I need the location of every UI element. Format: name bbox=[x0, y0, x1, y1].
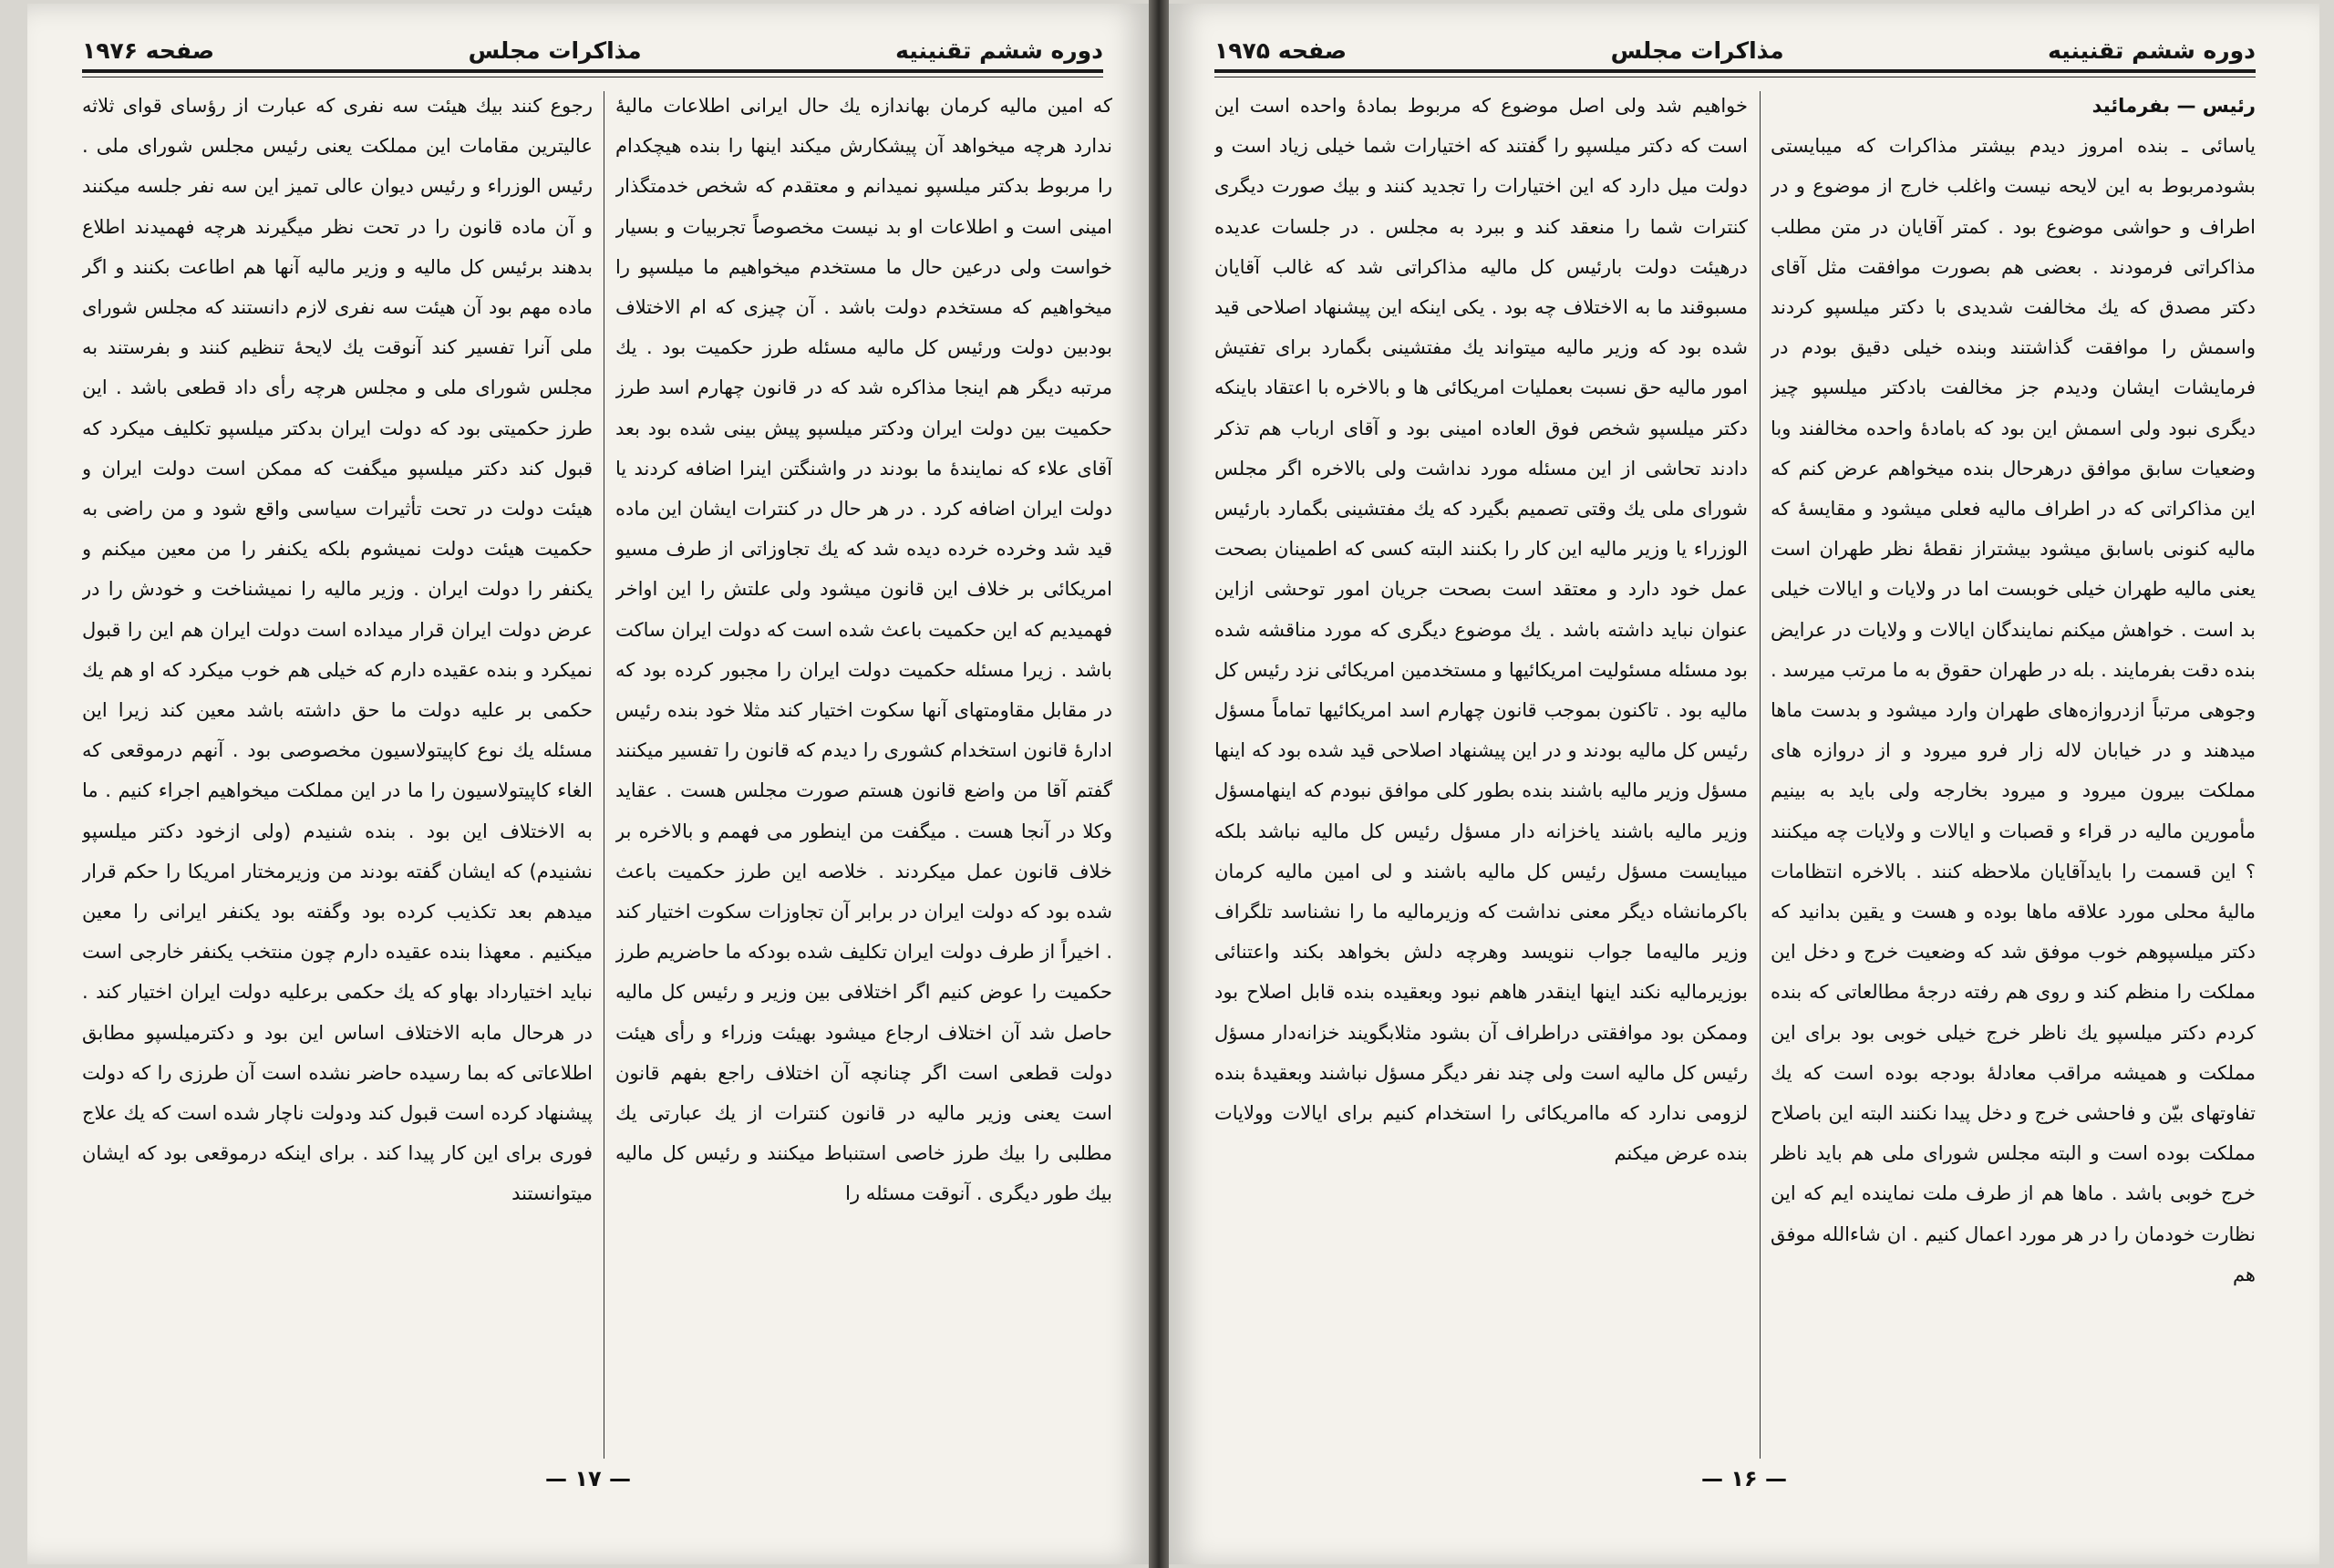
folio-number: — ۱۶ — bbox=[1700, 1466, 1787, 1491]
left-page-header bbox=[82, 27, 1103, 64]
running-title: مذاکرات مجلس bbox=[468, 37, 642, 64]
page-number-header: صفحه ۱۹۷۵ bbox=[1214, 37, 1348, 64]
page-number-header: صفحه ۱۹۷۶ bbox=[82, 37, 215, 64]
right-page-header bbox=[1214, 27, 2256, 64]
text-column-right bbox=[1771, 86, 2256, 1453]
right-page bbox=[1169, 4, 2319, 1564]
column-body: خواهیم شد ولی اصل موضوع که مربوط بمادهٔ واحده است این است که دکتر میلسپو را گفتند که اختیارات شما خیلی زیاد است و دولت میل دارد که این اختیارات را تجدید کنند و بیك صورت دیگری کنترات شما را منعقد کند و ببرد به مجلس . در جلسات عدیده درهیئت دولت بارئیس کل مالیه مذاکراتی شد که غالب آقایان مسبوقند ما به الاختلاف چه بود . یکی اینکه این پیشنهاد اصلاحی قید شده بود که وزیر مالیه میتواند یك مفتشینی بگمارد برای تفتیش امور مالیه حق نسبت بعملیات امریکائی ها و بالاخره با اعتقاد باینکه دکتر میلسپو شخص فوق العاده امینی بود و آقای ارباب هم تذکر دادند تحاشی از این مسئله مورد نداشت ولی بالاخره اگر مجلس شورای ملی یك وقتی تصمیم بگیرد که یك مفتشینی بگمارد بارئیس الوزراء یا وزیر مالیه این کار را بکنند البته کسی که اطمینان بصحت عمل خود دارد و معتقد است بصحت جریان امور توحشی ازاین عنوان نباید داشته باشد . یك موضوع دیگری که مورد مناقشه شده بود مسئله مسئولیت امریکائیها و مستخدمین امریکائی نزد رئیس کل مالیه بود . تاکنون بموجب قانون چهارم اسد امریکائیها تماماً مسؤل رئیس کل مالیه بودند و در این پیشنهاد اصلاحی قید شده بود که اینها مسؤل وزیر مالیه باشند بنده بطور کلی موافق نبودم که اینهامسؤل وزیر مالیه باشند یاخزانه دار مسؤل رئیس کل مالیه نباشد بلکه میبایست مسؤل رئیس کل مالیه باشند و لی امین مالیه کرمان باکرمانشاه دیگر معنی نداشت که وزیرمالیه ما را نشناسد تلگراف وزیر مالیه‌ما جواب ننویسد وهرچه دلش بخواهد بکند واعتنائی بوزیرمالیه نکند اینها اینقدر هاهم نبود وبعقیده بنده قابل اصلاح بود وممکن بود موافقتی دراطراف آن بشود مثلابگویند خزانه‌دار مسؤل رئیس کل مالیه است ولی چند نفر دیگر مسؤل نباشند وبعقیدهٔ بنده لزومی ندارد که ماامریکائی را استخدام کنیم برای ایالات وولایات بنده عرض میکنم bbox=[1214, 95, 1748, 1165]
book-gutter bbox=[1149, 0, 1169, 1568]
folio-number: — ۱۷ — bbox=[544, 1466, 631, 1491]
text-column-left bbox=[1214, 86, 1748, 1453]
column-divider bbox=[1760, 91, 1761, 1459]
session-title: دوره ششم تقنینیه bbox=[2048, 37, 2256, 64]
column-body: یاسائی ـ بنده امروز دیدم بیشتر مذاکرات که میبایستی بشودمربوط به این لایحه نیست واغلب خارج از موضوع و در اطراف و حواشی موضوع بود . کمتر آقایان در متن مطلب مذاکراتی فرمودند . بعضی هم بصورت موافقت مثل آقای دکتر مصدق که یك مخالفت شدیدی با دکتر میلسپو کردند واسمش را موافقت گذاشتند وبنده خیلی دقیق بودم در فرمایشات ایشان ودیدم جز مخالفت بادکتر میلسپو چیز دیگری نبود ولی اسمش این بود که بامادهٔ واحده مخالفند وبا وضعیات سابق موافق درهرحال بنده میخواهم عرض کنم که این مذاکراتی که در اطراف مالیه فعلی میشود و مقایسهٔ که مالیه کنونی باسابق میشود بیشتراز نقطهٔ نظر طهران است یعنی مالیه طهران خیلی خوبست اما در ولایات و ایالات خیلی بد است . خواهش میکنم نمایندگان ایالات و ولایات در عرایض بنده دقت بفرمایند . بله در طهران حقوق به ما مرتب میرسد . وجوهی مرتباً ازدروازه‌های طهران وارد میشود و بدست ماها میدهند و در خیابان لاله زار فرو میرود و از دروازه های مملکت بیرون میرود و میرود بخارجه ولی باید به بینیم مأمورین مالیه در قراء و قصبات و ایالات و ولایات چه میکنند ؟ این قسمت را بایدآقایان ملاحظه کنند . بالاخره انتظامات مالیهٔ محلی مورد علاقه ماها بوده و هست و یقین بدانید که دکتر میلسپوهم خوب موفق شد که وضعیت خرج و دخل این مملکت را منظم کند و روی هم رفته درجهٔ مطالعاتی که بنده کردم دکتر میلسپو یك ناظر خرج خیلی خوبی بود برای این مملکت و همیشه مراقب معادلهٔ بودجه بوده است که یك تفاوتهای بیّن و فاحشی خرج و دخل پیدا نکنند البته این باصلاح مملکت بوده است و البته مجلس شورای ملی هم باید ناظر خرج خوبی باشد . ماها هم از طرف ملت نماینده ایم که این نظارت خودمان را در هر مورد اعمال کنیم . ان شاءالله موفق هم bbox=[1771, 135, 2256, 1285]
speaker-line: رئیس — بفرمائید bbox=[2091, 95, 2256, 117]
session-title: دوره ششم تقنینیه bbox=[895, 37, 1103, 64]
header-rule bbox=[82, 69, 1103, 73]
text-column-left: رجوع کنند بیك هیئت سه نفری که عبارت از رؤسای قوای ثلاثه عالیترین مقامات این مملکت یعنی رئیس مجلس شورای ملی . رئیس الوزراء و رئیس دیوان عالی تمیز این سه نفر جلسه میکنند و آن ماده قانون را در تحت نظر میگیرند هرچه فهمیدند اطلاع بدهند برئیس کل مالیه و وزیر مالیه آنها هم اطاعت بکنند و اگر ماده مهم بود آن هیئت سه نفری لازم دانستند که مجلس شورای ملی آنرا تفسیر کند آنوقت یك لایحهٔ تنظیم کنند و بفرستند به مجلس شورای ملی و مجلس هرچه رأی داد قطعی باشد . این طرز حکمیتی بود که دولت ایران بدکتر میلسپو تکلیف میکرد که قبول کند دکتر میلسپو میگفت که ممکن است دولت ایران و هیئت دولت در تحت تأثیرات سیاسی واقع شود و من راضی به حکمیت هیئت دولت نمیشوم بلکه یکنفر را من معین میکنم و یکنفر را دولت ایران . وزیر مالیه را نمیشناخت و خودش را در عرض دولت ایران قرار میداده است دولت ایران هم این را قبول نمیکرد و بنده عقیده دارم که خیلی هم خوب میکرد که او هم یك حکمی بر علیه دولت ما حق داشته باشد معین کند زیرا این مسئله یك نوع کاپیتولاسیون مخصوصی بود . آنهم درموقعی که الغاء کاپیتولاسیون را ما در این مملکت میخواهیم اجراء کنیم . ما به الاختلاف این بود . بنده شنیدم (ولی ازخود دکتر میلسپو نشنیدم) که ایشان گفته بودند من وزیرمختار امریکا را حکم قرار میدهم بعد تکذیب کرده بود وگفته بود یکنفر ایرانی را معین میکنیم . معهذا بنده عقیده دارم چون منتخب یکنفر خارجی است نباید اختیارداد بهاو که یك حکمی برعلیه دولت ایران اختیار کند . در هرحال مابه الاختلاف اساس این بود و دکترمیلسپو مطابق اطلاعاتی که بما رسیده حاضر نشده است آن طرزی را که دولت پیشنهاد کرده است قبول کند ودولت ناچار شده است که یك علاج فوری برای این کار پیدا کند . برای اینکه درموقعی بود که ایشان میتوانستند bbox=[82, 95, 593, 1205]
left-page bbox=[27, 4, 1149, 1564]
text-column-right: که امین مالیه کرمان بهاندازه یك حال ایرانی اطلاعات مالیهٔ ندارد هرچه میخواهد آن پیشکارش میکند اینها را بنده هیچکدام را مربوط بدکتر میلسپو نمیدانم و معتقدم که شخص خدمتگذار امینی است و اطلاعات او بد نیست مخصوصاً تجربیات و بسیار خواست ولی درعین حال ما مستخدم میخواهیم ما میلسپو را میخواهیم که مستخدم دولت باشد . آن چیزی که ام الاختلاف بودبین دولت ورئیس کل مالیه مسئله طرز حکمیت بود . یك مرتبه دیگر هم اینجا مذاکره شد که در قانون چهارم اسد طرز حکمیت بین دولت ایران ودکتر میلسپو پیش بینی شده بود بعد آقای علاء که نمایندهٔ ما بودند در واشنگتن اینرا اضافه کردند یا دولت ایران اضافه کرد . در هر حال در کنترات ایشان این ماده قید شد وخرده خرده دیده شد که یك تجاوزاتی از طرف مسیو امریکائی بر خلاف این قانون میشود ولی علتش را این اواخر فهمیدیم که این حکمیت باعث شده است که دولت ایران ساکت باشد . زیرا مسئله حکمیت دولت ایران را مجبور کرده بود که در مقابل مقاومتهای آنها سکوت اختیار کند مثلا خود بنده رئیس ادارهٔ قانون استخدام کشوری را دیدم که قانون را تفسیر میکنند گفتم آقا من واضع قانون هستم صورت مجلس هست . عقاید وکلا در آنجا هست . میگفت من اینطور می فهمم و بالاخره بر خلاف قانون عمل میکردند . خلاصه این طرز حکمیت باعث شده بود که دولت ایران در برابر آن تجاوزات سکوت اختیار کند . اخیراً از طرف دولت ایران تکلیف شده بودکه ما حاضریم طرز حکمیت را عوض کنیم اگر اختلافی بین وزیر و رئیس کل مالیه حاصل شد آن اختلاف ارجاع میشود بهیئت وزراء و رأی هیئت دولت قطعی است اگر چنانچه آن اختلاف راجع بفهم قانون است یعنی وزیر مالیه در قانون کنترات از یك عبارتی یك مطلبی را بیك طرز خاصی استنباط میکنند و رئیس کل مالیه بیك طور دیگری . آنوقت مسئله را bbox=[615, 95, 1112, 1205]
header-rule bbox=[1214, 69, 2256, 73]
running-title: مذاکرات مجلس bbox=[1610, 37, 1784, 64]
